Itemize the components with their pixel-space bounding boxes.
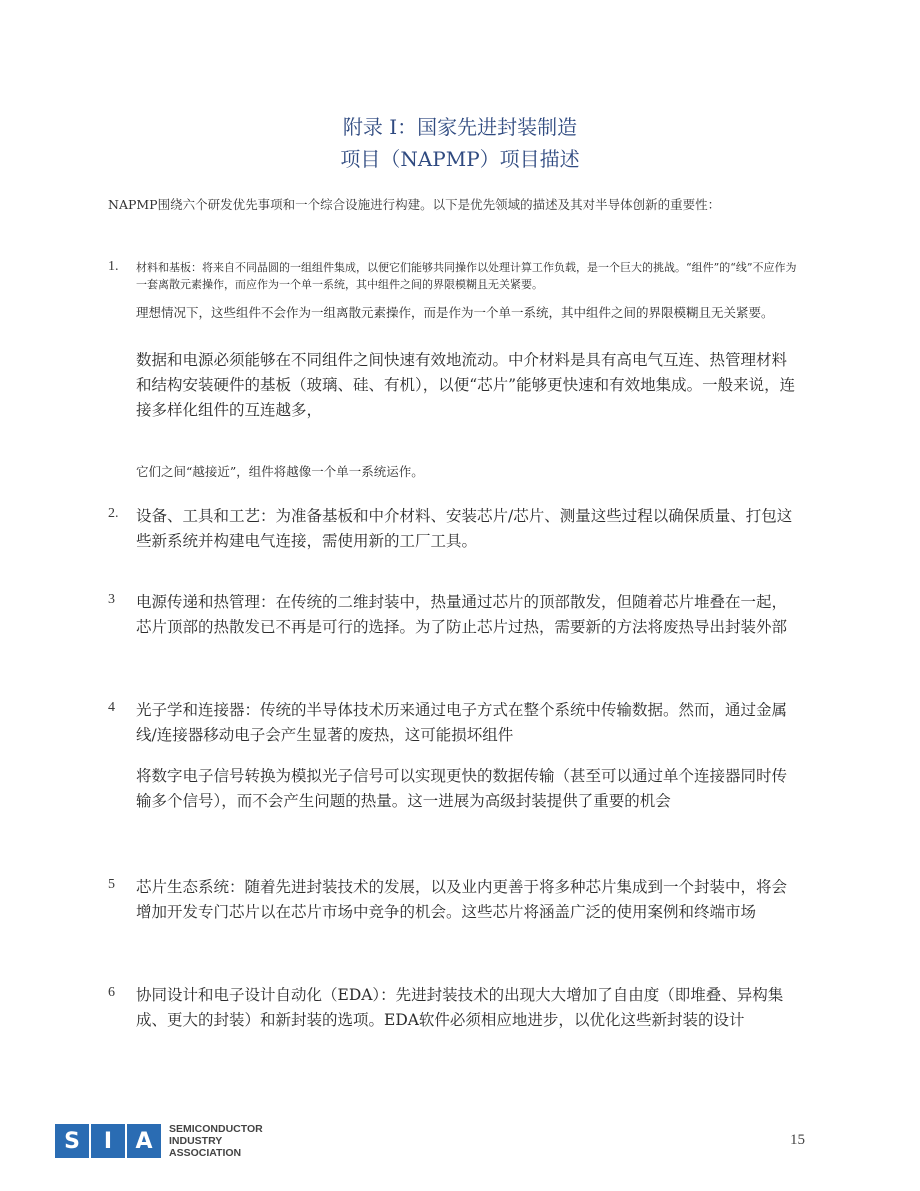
- intro-paragraph: NAPMP围绕六个研发优先事项和一个综合设施进行构建。以下是优先领域的描述及其对半导体创新的重要性：: [108, 197, 721, 212]
- logo-text-line: SEMICONDUCTOR: [169, 1123, 263, 1135]
- list-item-number: 5: [108, 877, 115, 892]
- list-item-number: 2.: [108, 506, 119, 521]
- logo-letter-a: A: [127, 1124, 161, 1158]
- logo-text-line: INDUSTRY: [169, 1135, 223, 1147]
- list-item-paragraph: 设备、工具和工艺：为准备基板和中介材料、安装芯片/芯片、测量这些过程以确保质量、打包这些新系统并构建电气连接，需使用新的工厂工具。: [136, 507, 793, 550]
- list-item-paragraph: 光子学和连接器：传统的半导体技术历来通过电子方式在整个系统中传输数据。然而，通过金属线/连接器移动电子会产生显著的废热，这可能损坏组件: [136, 701, 788, 744]
- list-item-number: 3: [108, 592, 115, 607]
- list-item-paragraph: 将数字电子信号转换为模拟光子信号可以实现更快的数据传输（甚至可以通过单个连接器同时传输多个信号），而不会产生问题的热量。这一进展为高级封装提供了重要的机会: [136, 767, 788, 810]
- sia-logo: [55, 1124, 263, 1158]
- list-item-paragraph: 协同设计和电子设计自动化（EDA）：先进封装技术的出现大大增加了自由度（即堆叠、异构集成、更大的封装）和新封装的选项。EDA软件必须相应地进步，以优化这些新封装的设计: [136, 986, 784, 1029]
- logo-wordmark: [169, 1123, 263, 1159]
- logo-text-line: ASSOCIATION: [169, 1147, 242, 1159]
- logo-letter-i: I: [91, 1124, 125, 1158]
- list-item-paragraph: 芯片生态系统：随着先进封装技术的发展，以及业内更善于将多种芯片集成到一个封装中，将会增加开发专门芯片以在芯片市场中竞争的机会。这些芯片将涵盖广泛的使用案例和终端市场: [136, 878, 788, 921]
- list-item-paragraph: 它们之间“越接近”，组件将越像一个单一系统运作。: [136, 464, 424, 479]
- list-item-paragraph: 数据和电源必须能够在不同组件之间快速有效地流动。中介材料是具有高电气互连、热管理材料和结构安装硬件的基板（玻璃、硅、有机），以便“芯片”能够更快速和有效地集成。一般来说，连接多样化组件的互连越多，: [136, 351, 796, 419]
- list-item-number: 1.: [108, 259, 119, 274]
- logo-letter-s: S: [55, 1124, 89, 1158]
- list-item-number: 4: [108, 700, 115, 715]
- page-title-line-2: 项目（NAPMP）项目描述: [340, 147, 580, 171]
- list-item-number: 6: [108, 985, 115, 1000]
- list-item-paragraph: 理想情况下，这些组件不会作为一组离散元素操作，而是作为一个单一系统，其中组件之间的界限模糊且无关紧要。: [136, 305, 774, 320]
- list-item-paragraph: 材料和基板：将来自不同晶圆的一组组件集成，以便它们能够共同操作以处理计算工作负载，是一个巨大的挑战。“组件”的“线”不应作为一套离散元素操作，而应作为一个单一系统，其中组件之间的界限模糊且无关紧要。: [136, 261, 797, 291]
- page-title-line-1: 附录 I：国家先进封装制造: [342, 115, 578, 139]
- page-number: 15: [790, 1132, 805, 1148]
- list-item-paragraph: 电源传递和热管理：在传统的二维封装中，热量通过芯片的顶部散发，但随着芯片堆叠在一起，芯片顶部的热散发已不再是可行的选择。为了防止芯片过热，需要新的方法将废热导出封装外部: [136, 593, 788, 636]
